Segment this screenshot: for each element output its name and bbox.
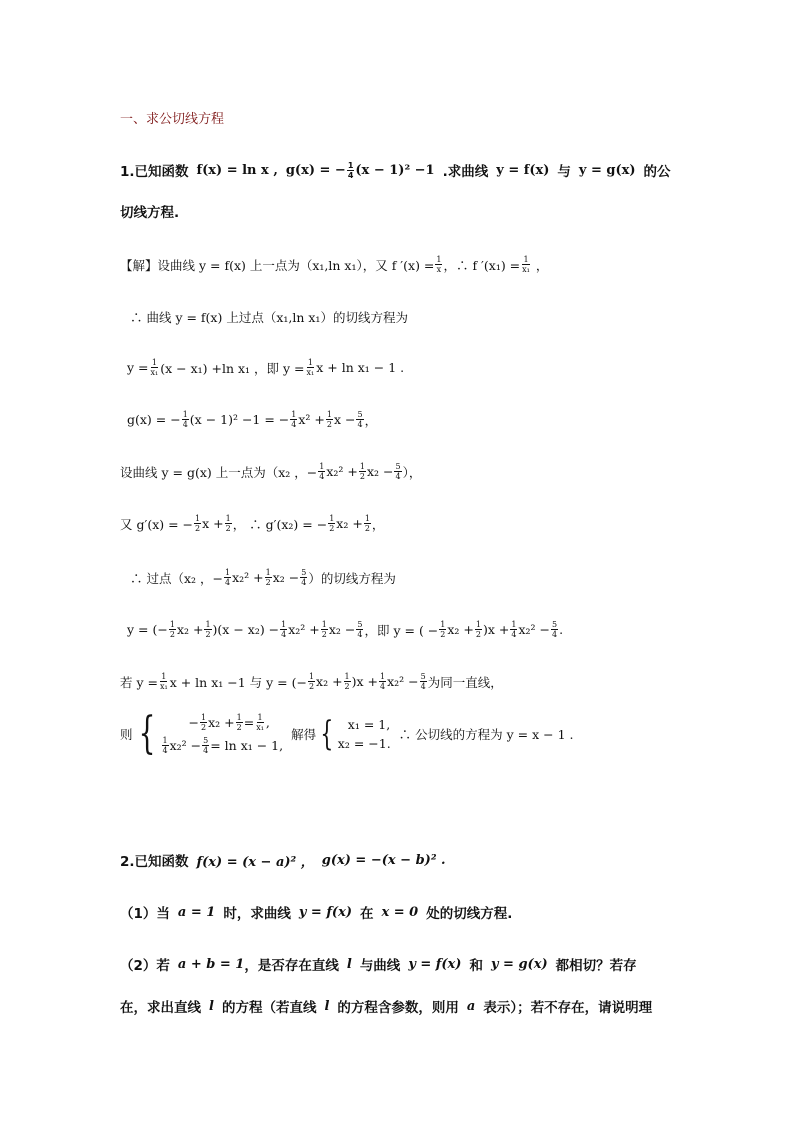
question-2-text: ，是否存在直线 <box>244 958 339 974</box>
fraction: $\frac{1}{2}$ <box>205 620 211 639</box>
solution-text: (x − x₁) +ln x₁ ，即 y = <box>160 360 305 376</box>
question-2-curve-f: y = f(x) <box>408 956 462 972</box>
problem-1-line-2-text: 切线方程. <box>120 205 180 221</box>
fraction: $\frac{1}{\text{x₁}}$ <box>306 358 315 377</box>
question-1-point: x = 0 <box>381 904 419 920</box>
solution-text: 则 <box>120 727 133 742</box>
solution-text: x₂² − <box>387 674 419 689</box>
problem-1-curve-g: y = g(x) <box>578 162 636 178</box>
solution-text: ， ∴ g′(x₂) = − <box>232 516 328 532</box>
fraction: $\frac{1}{2}$ <box>321 620 327 639</box>
fraction: $\frac{1}{2}$ <box>265 568 271 587</box>
line-l: l <box>209 998 214 1014</box>
left-brace: { <box>320 714 334 754</box>
problem-1-text: .求曲线 <box>442 164 489 180</box>
solution-text: x₂² − <box>518 622 550 637</box>
solution-line-8 <box>127 620 563 639</box>
solution-text: x + ln x₁ −1 与 y = (− <box>169 674 307 690</box>
solution-text: ， <box>371 516 385 532</box>
solution-x1: x₁ = 1, <box>347 717 391 732</box>
solution-x2: x₂ = −1. <box>337 736 391 751</box>
solution-text: 为同一直线， <box>427 674 503 690</box>
fraction: $\frac{1}{2}$ <box>308 672 315 691</box>
fraction: $\frac{1}{2}$ <box>475 620 481 639</box>
problem-2-statement <box>120 850 446 870</box>
question-2-text: 的方程含参数，则用 <box>337 1000 459 1016</box>
fraction: $\frac{1}{4}$ <box>182 410 188 429</box>
solution-text: )(x − x₂) − <box>212 622 280 637</box>
solution-text: x₂² + <box>288 622 320 637</box>
line-l: l <box>324 998 330 1014</box>
solution-text: x − <box>333 412 356 427</box>
fraction: $\frac{1}{\text{x₁}}$ <box>522 255 530 274</box>
question-2-label: （2）若 <box>120 958 170 974</box>
fraction: $\frac{1}{4}$ <box>281 620 287 639</box>
problem-2-f-def: f(x) = (x − a)² ， <box>196 854 314 870</box>
solution-text: 设曲线 y = g(x) 上一点为（x₂ ，− <box>120 464 318 480</box>
fraction: $\frac{5}{4}$ <box>357 410 363 429</box>
solution-text: x₂ + <box>176 622 204 637</box>
solution-text: x² + <box>298 412 325 427</box>
fraction: $\frac{1}{2}$ <box>169 620 175 639</box>
solution-text: ，即 y = ( − <box>364 622 439 638</box>
fraction: $\frac{1}{4}$ <box>319 462 325 481</box>
question-2-text: 都相切？若存 <box>555 958 637 974</box>
fraction: $\frac{1}{4}$ <box>162 736 168 755</box>
fraction: $\frac{1}{\text{x₁}}$ <box>256 713 264 732</box>
section-heading-text: 一、求公切线方程 <box>120 112 225 127</box>
solution-text: 【解】设曲线 y = f(x) 上一点为（x₁,ln x₁），又 f ′(x) = <box>120 257 435 273</box>
solution-text: x₂ − <box>328 622 356 637</box>
solution-text: ）的切线方程为 <box>308 570 396 586</box>
solution-text: y = (− <box>127 622 168 637</box>
line-l: l <box>346 956 352 972</box>
fraction: $\frac{1}{2}$ <box>225 514 231 533</box>
question-2-text: 的方程（若直线 <box>221 1000 317 1016</box>
solution-line-4 <box>127 410 377 429</box>
solution-text: ）， <box>402 464 422 480</box>
solution-line-9 <box>120 672 503 691</box>
problem-1-label: 1.已知函数 <box>120 164 189 180</box>
solution-text: x₂² + <box>232 570 264 585</box>
fraction: $\frac{5}{4}$ <box>420 672 426 691</box>
problem-2-g-def: g(x) = −(x − b)² . <box>321 852 446 868</box>
solution-text: )x + <box>482 622 510 637</box>
fraction: $\frac{5}{4}$ <box>301 568 307 587</box>
solution-text: x₂ + <box>336 516 363 531</box>
problem-1-curve-f: y = f(x) <box>496 162 550 178</box>
problem-1-tail: 的公 <box>643 164 671 180</box>
fraction: $\frac{1}{4}$ <box>291 410 297 429</box>
section-heading <box>120 108 224 127</box>
solution-text: (x − 1)² −1 = − <box>189 412 290 427</box>
solution-text: 又 g′(x) = − <box>120 516 194 532</box>
solution-text: ∴ 过点（x₂ ，− <box>130 570 223 586</box>
fraction: $\frac{1}{2}$ <box>326 410 332 429</box>
question-2-text: 表示）；若不存在，请说明理 <box>483 1000 653 1016</box>
problem-1-f-def: f(x) = ln x , <box>196 162 278 178</box>
solution-text: ∴ 曲线 y = f(x) 上过点（x₁,ln x₁）的切线方程为 <box>130 310 408 325</box>
solution-line-1: 【解】设曲线 y = f(x) 上一点为（x₁,ln x₁），又 f ′(x) = $\frac{1}{x}$ ，∴ f ′(x₁) = $\frac{1}{\text{x₁}}$ ， <box>120 255 549 274</box>
solution-line-10 <box>120 708 574 759</box>
solution-line-2 <box>130 308 408 326</box>
solution-text: )x + <box>351 674 379 689</box>
problem-1-g-def: g(x) = − <box>285 162 346 178</box>
solution-text: x₂² + <box>326 464 358 479</box>
fraction: $\frac{5}{4}$ <box>395 462 401 481</box>
solution-text: g(x) = − <box>127 412 181 427</box>
solution-text: x₂ − <box>272 570 300 585</box>
question-2-condition: a + b = 1 <box>177 956 245 972</box>
solution-text: x₂ + <box>316 674 343 689</box>
fraction: $\frac{1}{2}$ <box>236 713 242 732</box>
fraction: $\frac{1}{2}$ <box>344 672 350 691</box>
fraction: $\frac{5}{4}$ <box>357 620 363 639</box>
problem-1-and: 与 <box>557 164 571 180</box>
fraction: $\frac{1}{\text{x₁}}$ <box>150 358 159 377</box>
question-2-text: 与曲线 <box>359 958 401 974</box>
question-2-text: 和 <box>469 958 483 974</box>
solution-text: 解得 <box>291 727 317 742</box>
fraction: $\frac{1}{2}$ <box>364 514 370 533</box>
question-1-label: （1）当 <box>120 906 170 922</box>
solution-text: x + ln x₁ − 1 . <box>316 360 405 375</box>
problem-1-line-2 <box>120 201 179 221</box>
fraction: $\frac{1}{4}$ <box>380 672 386 691</box>
system-equation-1: − $\frac{1}{2}$ x₂ + $\frac{1}{2}$ = $\frac{1}{\text{x₁}}$ , <box>188 713 270 732</box>
question-1-curve: y = f(x) <box>298 904 352 920</box>
question-2-text: 在，求出直线 <box>120 1000 201 1016</box>
fraction: $\frac{5}{4}$ <box>203 736 209 755</box>
problem-2-question-2 <box>120 954 637 974</box>
solution-system <box>338 717 391 751</box>
fraction: $\frac{1}{2}$ <box>359 462 365 481</box>
fraction: $\frac{5}{4}$ <box>551 620 558 639</box>
system-equation-2: $\frac{1}{4}$ x₂² − $\frac{5}{4}$ = ln x₁ − 1, <box>162 736 284 755</box>
param-a: a <box>466 998 476 1014</box>
left-brace: { <box>138 708 155 759</box>
solution-text: x₂ + <box>447 622 474 637</box>
fraction: $\frac{1}{2}$ <box>329 514 335 533</box>
question-1-text: 时，求曲线 <box>223 906 291 922</box>
equation-system <box>161 713 284 755</box>
fraction: $\frac{1}{4}$ <box>511 620 517 639</box>
solution-text: ，∴ f ′(x₁) = <box>443 257 521 273</box>
fraction: $\frac{1}{\text{x₁}}$ <box>159 672 168 691</box>
solution-text: y = <box>127 360 149 375</box>
solution-text: ， <box>364 412 378 428</box>
fraction: $\frac{1}{4}$ <box>347 160 354 180</box>
fraction: $\frac{1}{2}$ <box>201 713 207 732</box>
solution-text: x₂ − <box>366 464 394 479</box>
fraction: $\frac{1}{2}$ <box>440 620 446 639</box>
solution-text: x + <box>202 516 224 531</box>
solution-text: . <box>559 622 564 637</box>
question-1-text: 在 <box>359 906 374 922</box>
problem-1-g-def-tail: (x − 1)² −1 <box>355 162 435 178</box>
question-1-text: 处的切线方程. <box>426 906 513 922</box>
question-2-curve-g: y = g(x) <box>490 956 548 972</box>
solution-text: 若 y = <box>120 674 158 690</box>
solution-line-7 <box>130 568 396 587</box>
question-1-condition: a = 1 <box>177 904 216 920</box>
solution-line-6 <box>120 514 384 533</box>
fraction: $\frac{1}{x}$ <box>436 255 442 274</box>
fraction: $\frac{1}{4}$ <box>224 568 231 587</box>
solution-line-5 <box>120 462 421 481</box>
problem-1-statement <box>120 160 671 180</box>
problem-2-question-2-line-2 <box>120 996 652 1016</box>
solution-line-3 <box>127 358 404 377</box>
solution-conclusion: ∴ 公切线的方程为 y = x − 1 . <box>398 727 574 742</box>
problem-2-question-1 <box>120 902 512 922</box>
fraction: $\frac{1}{2}$ <box>195 514 201 533</box>
problem-2-label: 2.已知函数 <box>120 854 189 870</box>
